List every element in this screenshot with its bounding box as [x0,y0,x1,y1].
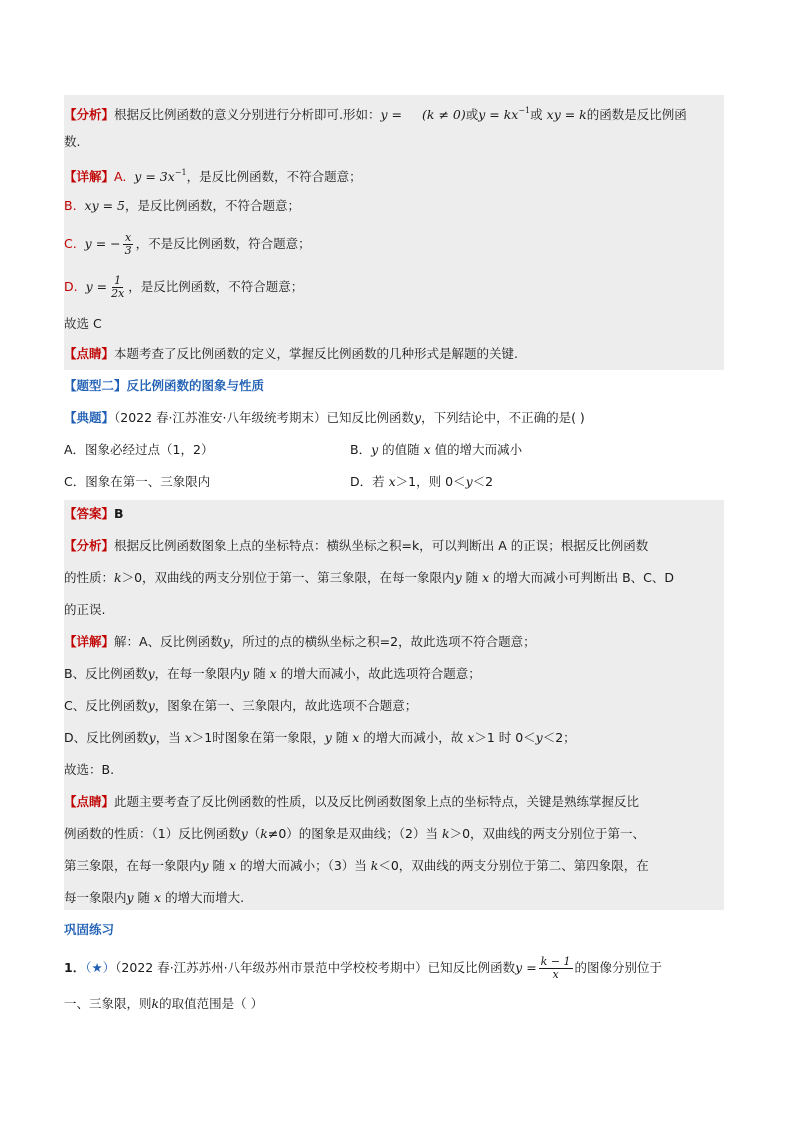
comment-tag: 【点睛】 [64,346,115,361]
example-tag: 【典题】 [64,410,115,425]
comment2-line-3: 第三象限，在每一象限内y 随 x 的增大而减小；（3）当 k＜0，双曲线的两支分别位于第二、第四象限，在 [64,858,649,873]
comment2-line-1: 【点睛】此题主要考查了反比例函数的性质，以及反比例函数图象上点的坐标特点，关键是熟练掌握反比 [64,794,640,809]
detail-b: B. xy = 5，是反比例函数，不符合题意； [64,198,301,213]
practice-heading: 巩固练习 [64,922,115,937]
detail-d: D. y = $\frac{1}{2x}$ ，是反比例函数，不符合题意； [64,274,304,300]
comment2-line-4: 每一象限内y 随 x 的增大而增大. [64,890,245,905]
analysis2-line-1: 【分析】根据反比例函数图象上点的坐标特点：横纵坐标之积=k，可以判断出 A 的正误；根据反比例函数 [64,538,649,553]
answer-line: 【答案】B [64,506,124,521]
detail2-a: 【详解】解：A、反比例函数y，所过的点的横纵坐标之积=2，故此选项不符合题意； [64,634,536,649]
detail2-c: C、反比例函数y，图象在第一、三象限内，故此选项不合题意； [64,698,418,713]
detail2-b: B、反比例函数y，在每一象限内y 随 x 的增大而减小，故此选项符合题意； [64,666,481,681]
answer-tag: 【答案】 [64,506,115,521]
option-a: A．图象必经过点（1，2） [64,442,214,457]
detail-c: C. y = − $\frac{x}{3}$ ，不是反比例函数，符合题意； [64,231,311,257]
choose-b: 故选：B. [64,762,115,777]
analysis-line-1: 【分析】根据反比例函数的意义分别进行分析即可.形如：y = (k ≠ 0)或$y = kx^{-1}$或 xy = k的函数是反比例函 [64,106,687,122]
fraction-x-over-3: $\frac{x}{3}$ [124,231,132,257]
choose-c: 故选 C [64,316,102,331]
analysis2-line-3: 的正误. [64,602,106,617]
example-question: 【典题】（2022 春·江苏淮安·八年级统考期末）已知反比例函数y，下列结论中，不正确的是( ) [64,410,585,425]
star-icon: （★） [85,960,116,975]
option-b: B．y 的值随 x 值的增大而减小 [350,442,523,457]
fraction-k-minus-1-over-x: $\frac{k - 1}{x}$ [540,955,571,981]
comment-1: 【点睛】本题考查了反比例函数的定义，掌握反比例函数的几种形式是解题的关键. [64,346,518,361]
detail-a: 【详解】A. $y = 3x^{-1}$，是反比例函数，不符合题意； [64,168,362,184]
fraction-1-over-2x: $\frac{1}{2x}$ [111,274,125,300]
exercise-1: 1．（★）（2022 春·江苏苏州·八年级苏州市景范中学校校考期中）已知反比例函数y = $\frac{k - 1}{x}$ 的图像分别位于 [64,955,663,981]
comment2-line-2: 例函数的性质：（1）反比例函数y（k≠0）的图象是双曲线；（2）当 k＞0，双曲线的两支分别位于第一、 [64,826,646,841]
analysis-line-2: 数. [64,134,81,149]
analysis-tag: 【分析】 [64,107,115,122]
section-title: 【题型二】反比例函数的图象与性质 [64,378,265,393]
detail-tag: 【详解】 [64,169,115,184]
option-c: C．图象在第一、三象限内 [64,474,211,489]
option-d: D．若 x＞1，则 0＜y＜2 [350,474,494,489]
exercise-1-line-2: 一、三象限，则k的取值范围是（ ） [64,996,264,1011]
detail2-d: D、反比例函数y，当 x＞1时图象在第一象限，y 随 x 的增大而减小，故 x＞1 时 0＜y＜2； [64,730,576,745]
analysis2-line-2: 的性质：k＞0，双曲线的两支分别位于第一、第三象限，在每一象限内y 随 x 的增大而减小可判断出 B、C、D [64,570,675,585]
